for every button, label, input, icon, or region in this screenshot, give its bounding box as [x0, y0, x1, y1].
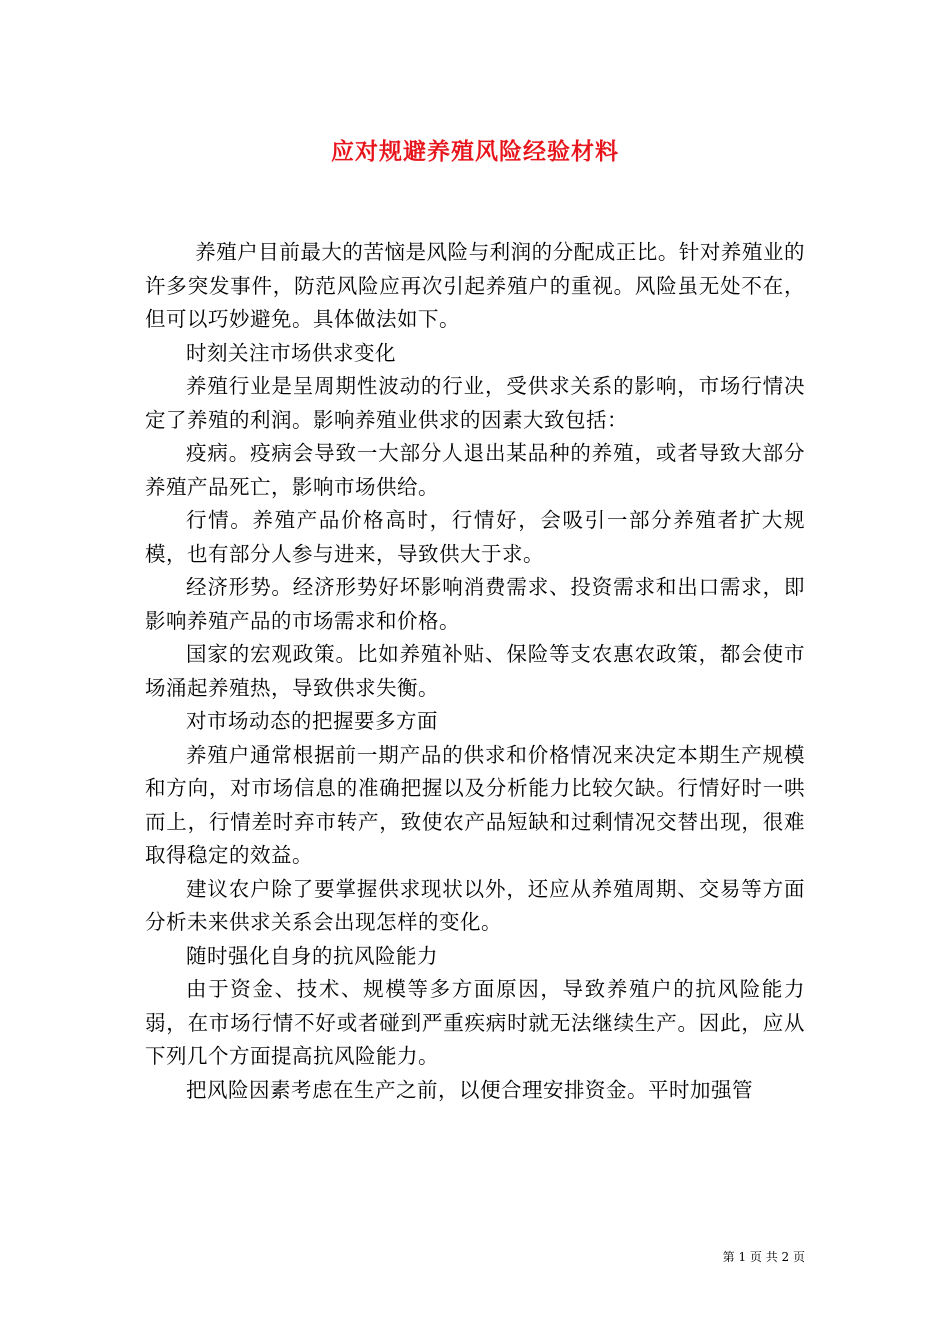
page-number-footer: 第 1 页 共 2 页	[722, 1250, 805, 1264]
paragraph: 养殖户通常根据前一期产品的供求和价格情况来决定本期生产规模和方向，对市场信息的准确把握以及分析能力比较欠缺。行情好时一哄而上，行情差时弃市转产，致使农产品短缺和过剩情况交替出现，很难取得稳定的效益。	[145, 742, 805, 867]
section-heading-market: 时刻关注市场供求变化	[186, 340, 396, 365]
paragraph: 养殖行业是呈周期性波动的行业，受供求关系的影响，市场行情决定了养殖的利润。影响养殖业供求的因素大致包括：	[145, 374, 805, 432]
section-heading-dynamics: 对市场动态的把握要多方面	[186, 709, 438, 733]
paragraph: 由于资金、技术、规模等多方面原因，导致养殖户的抗风险能力弱，在市场行情不好或者碰到严重疾病时就无法继续生产。因此，应从下列几个方面提高抗风险能力。	[145, 977, 805, 1068]
paragraph-intro: 养殖户目前最大的苦恼是风险与利润的分配成正比。针对养殖业的许多突发事件，防范风险应再次引起养殖户的重视。风险虽无处不在，但可以巧妙避免。具体做法如下。	[145, 240, 805, 331]
paragraph: 把风险因素考虑在生产之前，以便合理安排资金。平时加强管	[186, 1077, 753, 1102]
section-heading-resilience: 随时强化自身的抗风险能力	[186, 943, 438, 968]
paragraph: 经济形势。经济形势好坏影响消费需求、投资需求和出口需求，即影响养殖产品的市场需求和价格。	[145, 575, 805, 633]
paragraph: 行情。养殖产品价格高时，行情好，会吸引一部分养殖者扩大规模，也有部分人参与进来，导致供大于求。	[145, 508, 805, 566]
document-title: 应对规避养殖风险经验材料	[331, 138, 619, 165]
paragraph: 国家的宏观政策。比如养殖补贴、保险等支农惠农政策，都会使市场涌起养殖热，导致供求失衡。	[145, 642, 805, 700]
paragraph: 疫病。疫病会导致一大部分人退出某品种的养殖，或者导致大部分养殖产品死亡，影响市场供给。	[145, 441, 805, 499]
document-body	[145, 236, 805, 1107]
paragraph: 建议农户除了要掌握供求现状以外，还应从养殖周期、交易等方面分析未来供求关系会出现怎样的变化。	[145, 876, 805, 934]
